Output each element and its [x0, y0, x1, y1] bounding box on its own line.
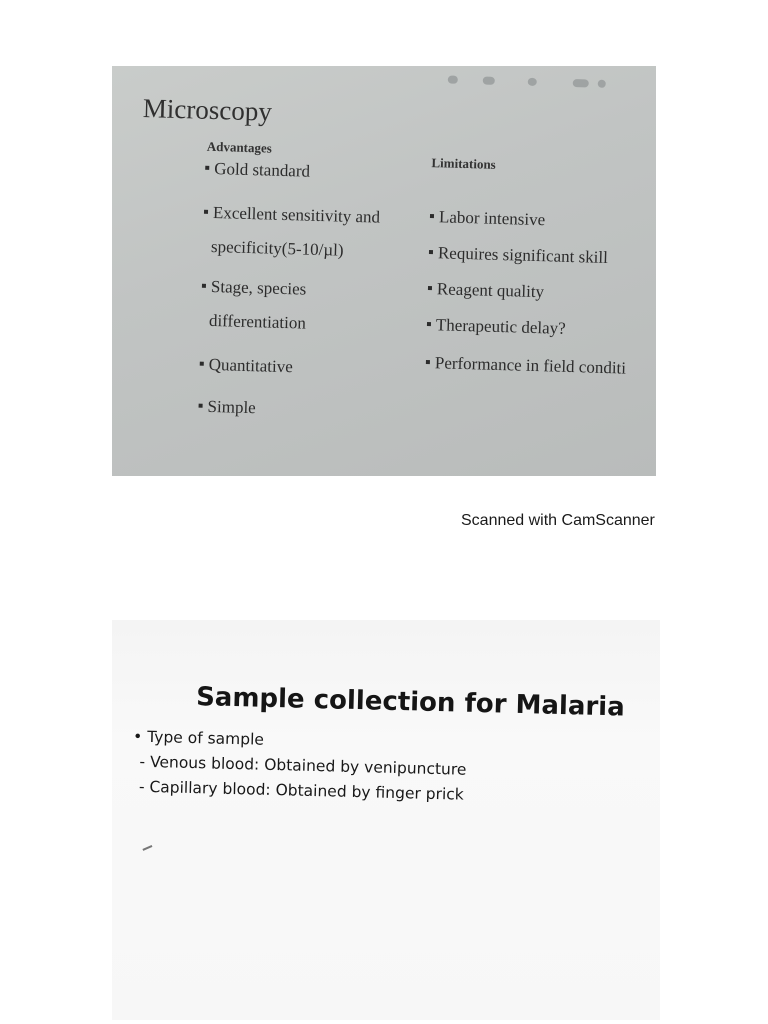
scanner-watermark-caption: Scanned with CamScanner [461, 512, 655, 529]
list-item: specificity(5-10/µl) [210, 236, 344, 260]
list-item: Stage, species [202, 277, 307, 300]
microscopy-slide [112, 68, 656, 476]
slide-title: Microscopy [142, 92, 273, 127]
bullet-icon [427, 322, 431, 326]
list-item: Gold standard [205, 159, 310, 182]
list-item: Performance in field conditi [426, 353, 627, 379]
list-item: Requires significant skill [429, 243, 608, 268]
bullet-icon [202, 284, 206, 288]
list-item: Simple [198, 397, 256, 419]
list-item: - Venous blood: Obtained by venipuncture [139, 752, 467, 779]
microscopy-slide-photo [112, 66, 656, 476]
bullet-icon [430, 214, 434, 218]
bullet-icon [205, 166, 209, 170]
bullet-icon [199, 404, 203, 408]
binder-hole [573, 79, 589, 87]
bullet-icon [428, 286, 432, 290]
binder-hole [483, 76, 495, 84]
list-item: Excellent sensitivity and [204, 203, 381, 228]
bullet-icon [200, 362, 204, 366]
sample-collection-slide-photo [112, 620, 660, 1020]
slide-title: Sample collection for Malaria [195, 682, 626, 723]
list-item: Quantitative [199, 355, 293, 378]
list-item: Therapeutic delay? [427, 315, 566, 339]
limitations-heading: Limitations [431, 155, 496, 172]
binder-hole [448, 75, 458, 83]
sample-collection-slide [112, 620, 660, 1020]
list-item: differentiation [208, 310, 307, 333]
advantages-heading: Advantages [206, 138, 273, 156]
bullet-icon [204, 210, 208, 214]
list-item: - Capillary blood: Obtained by finger prick [138, 777, 464, 804]
list-item: Reagent quality [428, 279, 545, 302]
binder-hole [598, 80, 606, 88]
binder-holes [437, 71, 637, 97]
bullet-icon [429, 250, 433, 254]
bullet-icon [426, 360, 430, 364]
sample-type-list [132, 725, 468, 808]
binder-hole [528, 78, 537, 86]
stray-pen-mark [142, 845, 152, 851]
list-item: • Type of sample [132, 727, 265, 749]
list-item: Labor intensive [430, 207, 546, 230]
